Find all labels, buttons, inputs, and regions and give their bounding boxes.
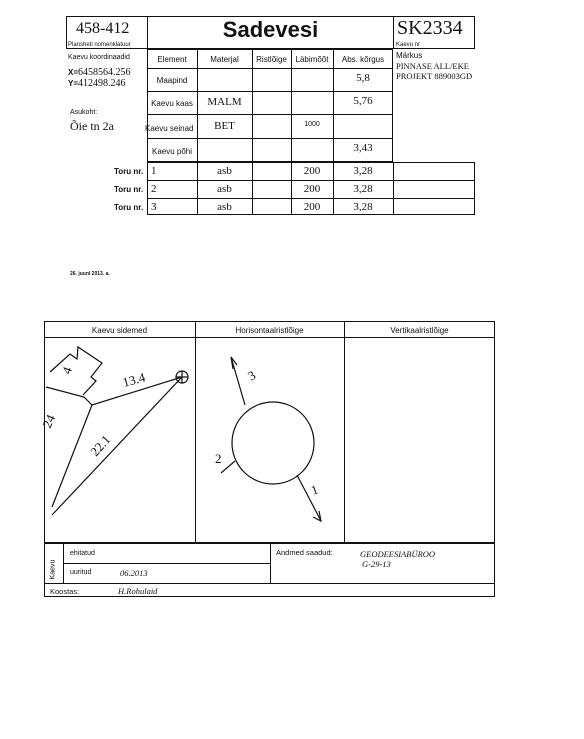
col-element: Element [157,55,187,64]
location-value: Õie tn 2a [70,119,114,133]
built-label: ehitatud [70,550,95,557]
label-building: 4 [58,364,76,377]
row-bottom-element: Kaevu põhi [151,147,193,156]
data-source-value-1: GEODEESIABÜROO [360,549,436,559]
pipe-label-3: Toru nr. [114,203,144,212]
row-walls-element: Kaevu seinad [145,124,194,133]
footer-side-label: Kaevu [49,559,57,580]
pipe-number-1: 1 [308,481,321,498]
row-walls-material: BET [214,120,235,132]
data-source-value-2: G-29-13 [362,559,391,569]
well-number-label: Kaevu nr [396,42,421,48]
pipe-1-diameter: 200 [303,165,321,177]
surveyed-label: uuritud [70,569,92,576]
pipe-number-3: 3 [245,367,259,384]
pipe-1-height: 3,28 [353,165,373,177]
pipe-label-1: Toru nr. [114,167,144,176]
col-diameter: Läbimõõt [295,55,329,64]
col-abs-height: Abs. kõrgus [341,55,385,64]
pipe-arrow-1 [297,475,321,521]
row-lid-height: 5,76 [353,95,373,107]
compiled-label: Koostas: [50,587,80,596]
coordinates-label: Kaevu koordinaadid [68,54,130,61]
pipe-2-nr: 2 [151,183,157,195]
location-label: Asukoht: [70,109,98,116]
panel-title-horizontal: Horisontaalristlõige [235,326,304,335]
pipe-3-material: asb [217,201,232,213]
pipe-2-diameter: 200 [303,183,321,195]
pipe-number-2: 2 [215,451,222,466]
well-number: SK2334 [397,17,463,39]
pipe-3-height: 3,28 [353,201,373,213]
coord-x-value: 6458564.256 [78,67,131,78]
remarks-line1: PINNASE ALL/EKE [396,61,469,71]
row-ground-element: Maapind [156,76,188,85]
label-22-1: 22.1 [87,432,114,460]
row-walls-diameter: 1000 [304,121,320,128]
row-bottom-height: 3,43 [353,142,373,154]
date-note: 26. juuni 2013. a. [70,271,110,277]
pipe-1-material: asb [217,165,232,177]
compiled-value: H.Rohulaid [118,586,158,596]
horizontal-section-sketch [195,337,344,543]
coord-x-label: X= [68,68,79,77]
measure-line-24 [52,405,92,507]
coord-y-label: Y= [68,79,79,88]
pipe-3-diameter: 200 [303,201,321,213]
pipe-2-height: 3,28 [353,183,373,195]
pipe-arrow-2 [221,461,235,473]
connections-sketch [39,337,195,543]
row-lid-material: MALM [207,96,242,108]
surveyed-value: 06.2013 [120,568,148,578]
pipe-1-nr: 1 [151,165,157,177]
coord-y [68,78,126,89]
panel-title-connections: Kaevu sidemed [91,326,148,335]
building-wall-line [46,387,92,405]
coord-y-value: 412498.246 [78,78,126,89]
pipe-label-2: Toru nr. [114,185,144,194]
col-material: Materjal [210,55,239,64]
panel-title-vertical: Vertikaalristlõige [390,326,449,335]
well-circle [232,402,314,484]
remarks-line2: PROJEKT 889003GD [396,71,473,81]
row-ground-height: 5,8 [356,72,370,84]
nomenclature-number: 458-412 [76,20,130,37]
label-13-4: 13.4 [120,369,147,390]
pipe-3-nr: 3 [151,201,157,213]
row-lid-element: Kaevu kaas [151,99,193,108]
label-24: 24 [39,412,59,431]
col-cross-section: Ristlõige [256,55,287,64]
nomenclature-label: Plansheti nomenklatuur [68,42,131,48]
coord-x [68,67,131,78]
pipe-2-material: asb [217,183,232,195]
pipe-arrow-3 [231,357,245,405]
data-source-label: Andmed saadud: [276,548,333,557]
remarks-label: Märkus [396,51,423,60]
page-title: Sadevesi [222,17,319,42]
